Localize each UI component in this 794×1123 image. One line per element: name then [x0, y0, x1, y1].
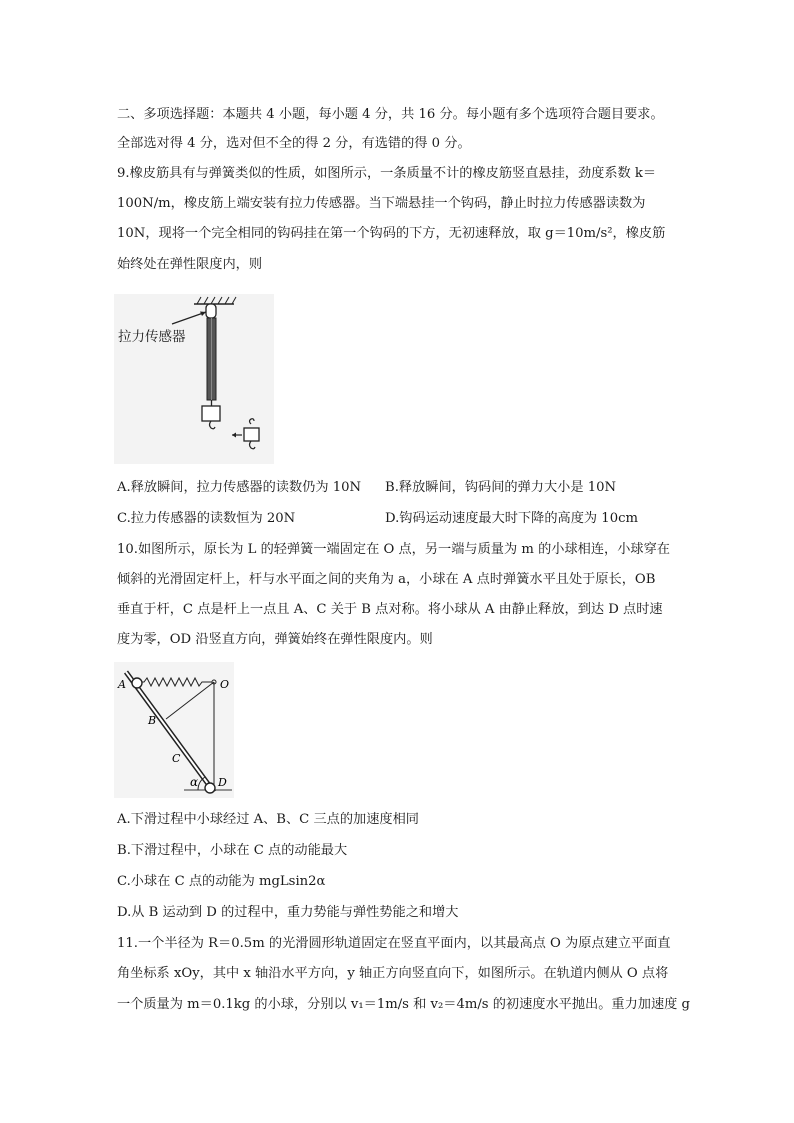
- q10-option-d[interactable]: D.从 B 运动到 D 的过程中，重力势能与弹性势能之和增大: [117, 905, 459, 920]
- q10-option-a[interactable]: A.下滑过程中小球经过 A、B、C 三点的加速度相同: [117, 812, 419, 827]
- label-alpha: α: [190, 775, 199, 789]
- q9-option-d[interactable]: D.钩码运动速度最大时下降的高度为 10cm: [385, 511, 638, 526]
- q9-figure: [114, 294, 274, 464]
- q10-line: 垂直于杆，C 点是杆上一点且 A、C 关于 B 点对称。将小球从 A 由静止释放，到达 D 点时速: [117, 602, 663, 617]
- section-rule: 全部选对得 4 分，选对但不全的得 2 分，有选错的得 0 分。: [117, 136, 471, 151]
- label-o: O: [220, 678, 230, 691]
- q11-line: 11.一个半径为 R＝0.5m 的光滑圆形轨道固定在竖直平面内，以其最高点 O 为原点建立平面直: [117, 936, 671, 951]
- label-a: A: [118, 678, 126, 691]
- q9-line: 始终处在弹性限度内，则: [117, 257, 263, 272]
- q11-line: 角坐标系 xOy，其中 x 轴沿水平方向，y 轴正方向竖直向下，如图所示。在轨道内侧从 O 点将: [117, 966, 669, 981]
- q11-line: 一个质量为 m＝0.1kg 的小球，分别以 v₁＝1m/s 和 v₂＝4m/s 的初速度水平抛出。重力加速度 g: [117, 997, 691, 1012]
- q10-figure: [114, 662, 234, 798]
- sensor-label: 拉力传感器: [118, 329, 186, 345]
- q9-line: 9.橡皮筋具有与弹簧类似的性质，如图所示，一条质量不计的橡皮筋竖直悬挂，劲度系数 k＝: [117, 166, 657, 181]
- q9-line: 100N/m，橡皮筋上端安装有拉力传感器。当下端悬挂一个钩码，静止时拉力传感器读数为: [117, 196, 646, 211]
- section-heading: 二、多项选择题：本题共 4 小题，每小题 4 分，共 16 分。每小题有多个选项符合题目要求。: [117, 107, 664, 122]
- label-d: D: [218, 776, 227, 789]
- q9-option-a[interactable]: A.释放瞬间，拉力传感器的读数仍为 10N: [117, 480, 362, 495]
- q10-option-c[interactable]: C.小球在 C 点的动能为 mgLsin2α: [117, 874, 326, 889]
- q10-line: 度为零，OD 沿竖直方向，弹簧始终在弹性限度内。则: [117, 632, 433, 647]
- label-c: C: [172, 752, 181, 765]
- q10-option-b[interactable]: B.下滑过程中，小球在 C 点的动能最大: [117, 843, 348, 858]
- q9-option-c[interactable]: C.拉力传感器的读数恒为 20N: [117, 511, 296, 526]
- q9-option-b[interactable]: B.释放瞬间，钩码间的弹力大小是 10N: [385, 480, 617, 495]
- q10-line: 10.如图所示，原长为 L 的轻弹簧一端固定在 O 点，另一端与质量为 m 的小球相连，小球穿在: [117, 542, 670, 557]
- q10-line: 倾斜的光滑固定杆上，杆与水平面之间的夹角为 a，小球在 A 点时弹簧水平且处于原长，OB: [117, 572, 656, 587]
- q9-line: 10N，现将一个完全相同的钩码挂在第一个钩码的下方，无初速释放，取 g＝10m/s²，橡皮筋: [117, 226, 666, 241]
- label-b: B: [148, 714, 157, 727]
